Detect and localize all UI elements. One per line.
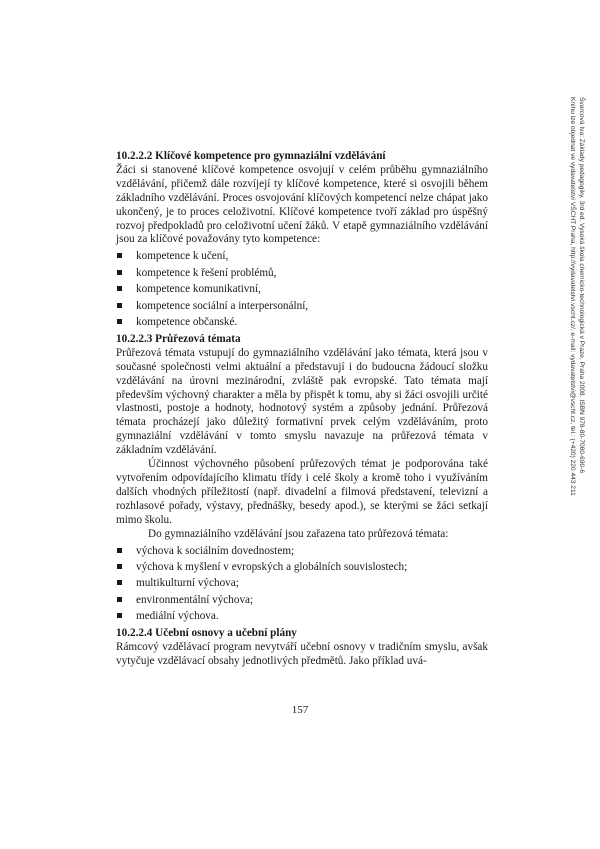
list-item	[116, 299, 488, 313]
list-item-text: kompetence občanské.	[136, 315, 238, 328]
list-item	[116, 576, 488, 590]
bullet-icon	[117, 253, 122, 258]
paragraph: Do gymnaziálního vzdělávání jsou zařazena tato průřezová témata:	[148, 527, 449, 540]
section-heading: 10.2.2.4 Učební osnovy a učební plány	[116, 627, 297, 640]
list-item-text: kompetence k řešení problémů,	[136, 266, 277, 279]
bullet-list	[116, 544, 488, 624]
side-citation-line-1: Švarcová Iva: Základy pedagogiky, 3rd ed. Vysoká škola chemicko-technologická v Praze, Praha 2008. ISBN 978-80-7080-690-6	[578, 97, 585, 474]
list-item	[116, 249, 488, 263]
bullet-icon	[117, 613, 122, 618]
list-item-text: výchova k myšlení v evropských a globálních souvislostech;	[136, 560, 408, 573]
page-content	[116, 150, 488, 669]
list-item	[116, 593, 488, 607]
paragraph: Účinnost výchovného působení průřezových témat je podporována také vytvořením odpovídajícího klimatu třídy i celé školy a kromě toho i využíváním dalších vhodných příležitostí (např. divadelní a filmová představení, televizní a rozhlasové pořady, výstavy, přednášky, besedy apod.), se kterými se žáci setkají mimo školu.	[116, 458, 488, 526]
bullet-icon	[117, 564, 122, 569]
list-item	[116, 609, 488, 623]
bullet-icon	[117, 580, 122, 585]
paragraph: Rámcový vzdělávací program nevytváří učební osnovy v tradičním smyslu, avšak vytyčuje vzdělávací obsahy jednotlivých předmětů. Jako příklad uvá-	[116, 640, 488, 667]
list-item-text: environmentální výchova;	[136, 593, 254, 606]
side-citation	[568, 97, 586, 496]
list-item	[116, 544, 488, 558]
paragraph: Průřezová témata vstupují do gymnaziálního vzdělávání jako témata, která jsou v současné společnosti velmi aktuální a představují i do budoucna žádoucí složku vzdělávání na úrovni mezinárodní, zvláště pak evropské. Tato témata mají především výchovný charakter a měla by přispět k tomu, aby si žáci osvojili určité vlastnosti, postoje a hodnoty, hodnotový systém a způsoby jednání. Průřezová témata procházejí jako důležitý formativní prvek celým vzděláváním, proto gymnaziální vzdělávání v tomto smyslu navazuje na průřezová témata v základním vzdělávání.	[116, 346, 488, 457]
list-item-text: kompetence komunikativní,	[136, 283, 261, 296]
bullet-icon	[117, 548, 122, 553]
list-item	[116, 266, 488, 280]
section-key-competences	[116, 150, 488, 329]
bullet-icon	[117, 303, 122, 308]
list-item-text: multikulturní výchova;	[136, 577, 239, 590]
bullet-icon	[117, 270, 122, 275]
bullet-icon	[117, 597, 122, 602]
section-curricula-and-plans	[116, 627, 488, 669]
side-citation-line-2: Knihu lze objednat ve vydavatelství VŠCHT Praha, http://vydavatelstvi.vscht.cz/, e-mail: vydavatelstvi@vscht.cz, tel.: (+420) 220 443 211	[569, 97, 576, 496]
list-item-text: kompetence sociální a interpersonální,	[136, 299, 309, 312]
list-item-text: kompetence k učení,	[136, 250, 229, 263]
page-number: 157	[291, 704, 309, 716]
bullet-list	[116, 249, 488, 329]
section-heading: 10.2.2.3 Průřezová témata	[116, 332, 241, 345]
list-item-text: výchova k sociálním dovednostem;	[136, 544, 295, 557]
bullet-icon	[117, 319, 122, 324]
list-item	[116, 282, 488, 296]
list-item	[116, 560, 488, 574]
list-item	[116, 315, 488, 329]
bullet-icon	[117, 286, 122, 291]
list-item-text: mediální výchova.	[136, 610, 219, 623]
section-cross-curricular-topics	[116, 333, 488, 623]
section-heading: 10.2.2.2 Klíčové kompetence pro gymnaziální vzdělávání	[116, 150, 386, 162]
paragraph: Žáci si stanovené klíčové kompetence osvojují v celém průběhu gymnaziálního vzdělávání, přičemž dále rozvíjejí ty klíčové kompetence, které si osvojili během základního vzdělávání. Proces osvojování klíčových kompetencí nelze chápat jako ukončený, je to proces celoživotní. Klíčové kompetence tvoří základ pro úspěšný rozvoj předpokladů pro celoživotní učení žáků. V etapě gymnaziálního vzdělávání jsou za klíčové považovány tyto kompetence:	[116, 163, 488, 246]
